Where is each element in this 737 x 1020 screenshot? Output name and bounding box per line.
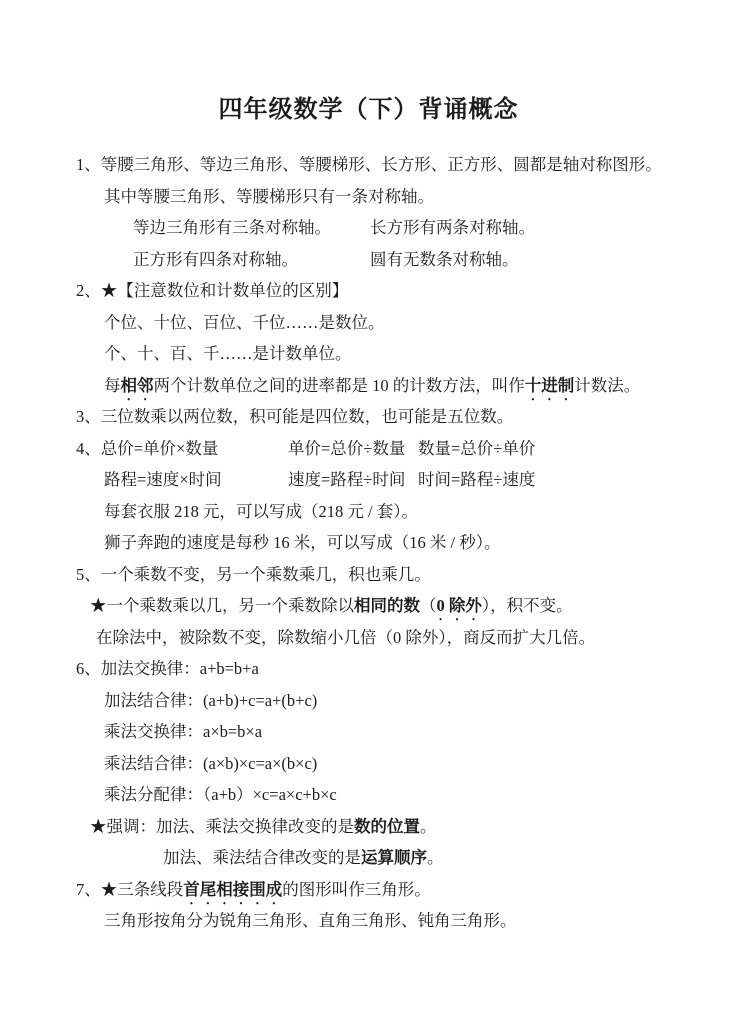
text-segment: 6、加法交换律：a+b=b+a [76, 659, 259, 678]
text-line [76, 149, 707, 181]
emphasized-text: 相邻 [120, 375, 154, 395]
text-segment: 在除法中，被除数不变，除数缩小几倍（0 除外），商反而扩大几倍。 [96, 627, 596, 647]
text-segment: ★强调：加法、乘法交换律改变的是 [90, 816, 354, 836]
text-line [76, 527, 707, 559]
text-line [76, 748, 707, 780]
text-segment: 其中等腰三角形、等腰梯形只有一条对称轴。 [104, 186, 434, 206]
text-segment: 。 [420, 816, 437, 836]
text-segment: 每套衣服 218 元，可以写成（218 元 / 套）。 [104, 501, 418, 521]
text-segment: 正方形有四条对称轴。 [133, 249, 298, 269]
text-line [76, 370, 707, 402]
text-line [76, 181, 707, 213]
text-segment: 单价=总价÷数量 [288, 438, 406, 458]
text-segment: 加法、乘法结合律改变的是 [163, 848, 361, 867]
text-segment: 乘法结合律：(a×b)×c=a×(b×c) [104, 753, 318, 773]
text-segment: 路程=速度×时间 [104, 470, 222, 489]
text-segment: 个位、十位、百位、千位……是数位。 [104, 312, 385, 332]
text-segment: 等边三角形有三条对称轴。 [133, 218, 331, 237]
text-line [76, 653, 707, 685]
text-line [76, 905, 707, 937]
emphasized-text: 0 除外 [436, 596, 482, 615]
text-segment: 数量=总价÷单价 [418, 438, 536, 458]
text-line [76, 464, 707, 496]
bold-text: 运算顺序 [361, 848, 427, 867]
document-body [0, 149, 737, 937]
text-segment: 的图形叫作三角形。 [282, 879, 431, 899]
text-segment: 两个计数单位之间的进率都是 10 的计数方法，叫作 [153, 375, 525, 395]
text-segment: 每 [104, 375, 121, 395]
text-segment: 时间=路程÷速度 [418, 470, 536, 489]
text-segment: 5、一个乘数不变，另一个乘数乘几，积也乘几。 [76, 564, 431, 584]
text-line [76, 590, 707, 622]
text-line [76, 496, 707, 528]
text-segment: 1、等腰三角形、等边三角形、等腰梯形、长方形、正方形、圆都是轴对称图形。 [76, 155, 662, 174]
emphasized-text: 十进制 [524, 375, 575, 395]
text-segment: 圆有无数条对称轴。 [370, 249, 519, 269]
text-segment: 计数法。 [574, 375, 641, 395]
text-segment: 2、★【注意数位和计数单位的区别】 [76, 281, 349, 300]
text-line [76, 338, 707, 370]
text-segment: （ [420, 596, 437, 615]
text-segment: ），积不变。 [481, 596, 573, 615]
text-line [76, 811, 707, 843]
text-segment: 三角形按角分为锐角三角形、直角三角形、钝角三角形。 [104, 911, 517, 930]
text-segment: 速度=路程÷时间 [288, 470, 406, 489]
text-segment: 4、总价=单价×数量 [76, 438, 219, 458]
text-line [76, 622, 707, 654]
page-title: 四年级数学（下）背诵概念 [218, 97, 519, 123]
text-line [76, 307, 707, 339]
text-segment: 长方形有两条对称轴。 [370, 218, 535, 237]
text-line [76, 212, 707, 244]
text-segment: 个、十、百、千……是计数单位。 [104, 344, 352, 363]
text-segment: 加法结合律：(a+b)+c=a+(b+c) [104, 690, 318, 710]
text-segment: 。 [427, 848, 444, 867]
text-line [76, 433, 707, 465]
text-line [76, 244, 707, 276]
emphasized-text: 首尾相接围成 [183, 879, 283, 899]
text-segment: 3、三位数乘以两位数，积可能是四位数，也可能是五位数。 [76, 407, 514, 426]
text-line [76, 874, 707, 906]
text-line [76, 716, 707, 748]
text-segment: 7、★三条线段 [76, 879, 184, 899]
text-line [76, 842, 707, 874]
text-segment: 乘法交换律：a×b=b×a [104, 722, 263, 741]
bold-text: 相同的数 [354, 596, 420, 615]
bold-text: 数的位置 [354, 816, 420, 836]
text-segment: ★一个乘数乘以几，另一个乘数除以 [90, 596, 354, 615]
text-segment: 乘法分配律：（a+b）×c=a×c+b×c [104, 785, 337, 804]
text-line [76, 559, 707, 591]
text-line [76, 779, 707, 811]
text-line [76, 685, 707, 717]
text-line [76, 401, 707, 433]
text-line [76, 275, 707, 307]
text-segment: 狮子奔跑的速度是每秒 16 米，可以写成（16 米 / 秒）。 [104, 533, 501, 552]
